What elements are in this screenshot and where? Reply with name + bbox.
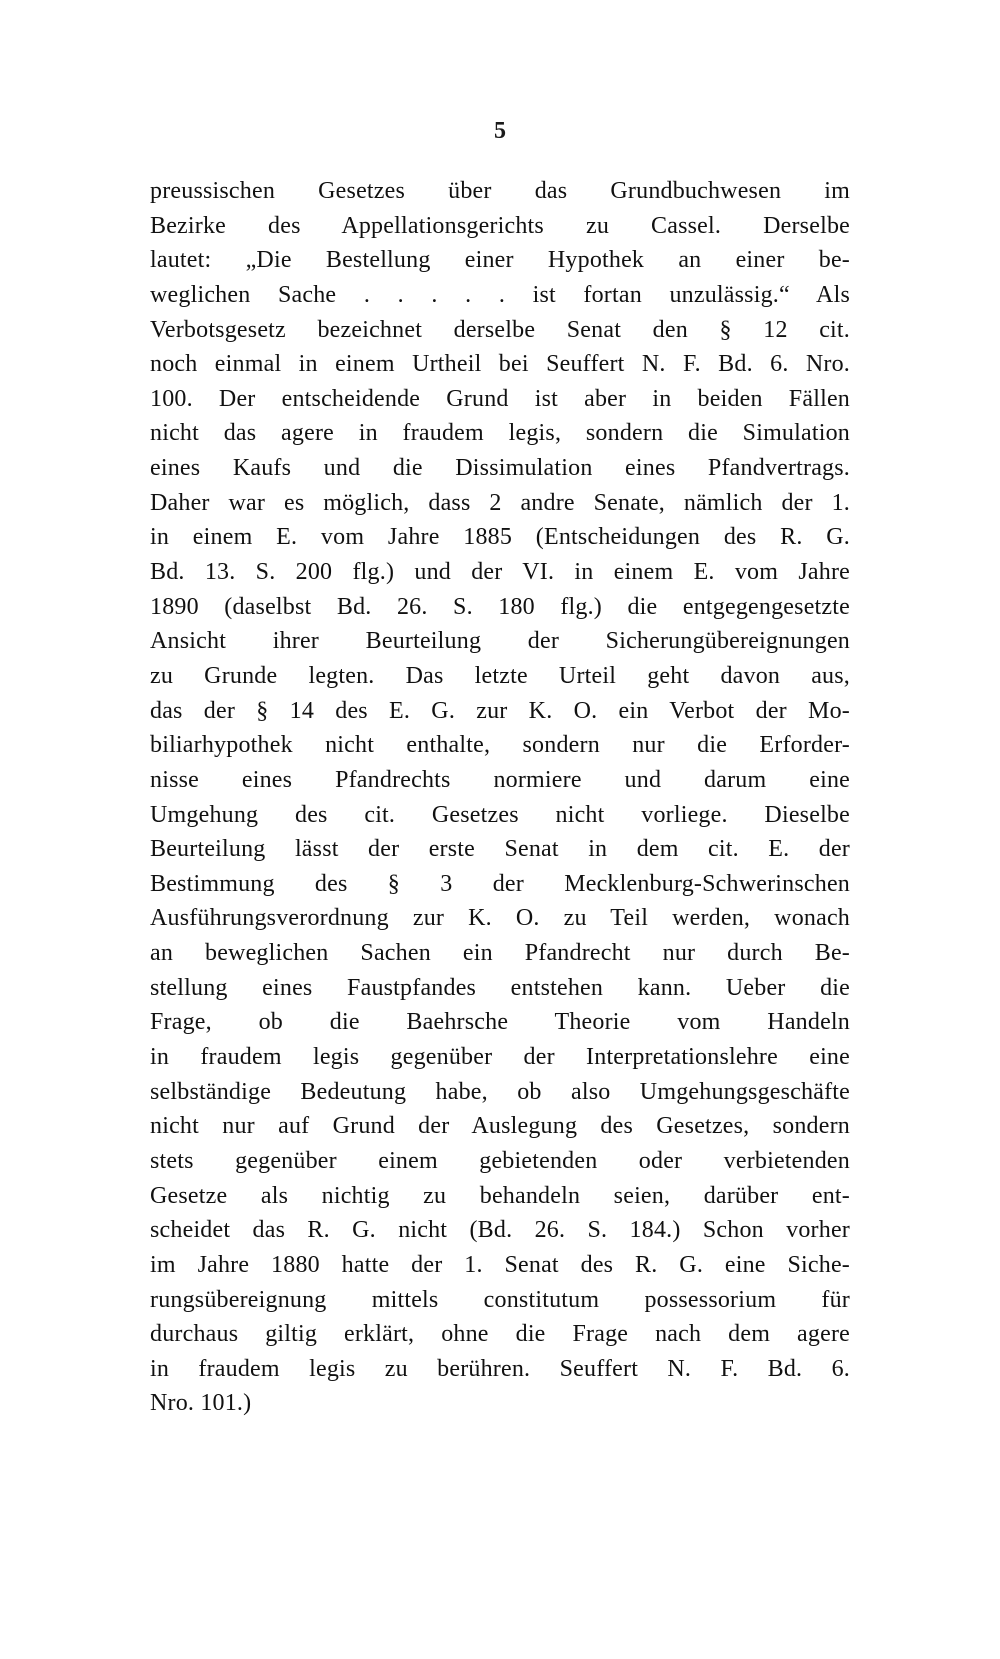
text-line: scheidet das R. G. nicht (Bd. 26. S. 184.) Schon vorher xyxy=(150,1217,850,1244)
text-line: nicht das agere in fraudem legis, sondern die Simulation xyxy=(150,420,850,447)
text-line: preussischen Gesetzes über das Grundbuchwesen im xyxy=(150,178,850,204)
text-line: nisse eines Pfandrechts normiere und darum eine xyxy=(150,766,850,793)
text-line: Frage, ob die Baehrsche Theorie vom Handeln xyxy=(150,1009,850,1036)
page-number: 5 xyxy=(494,118,506,144)
text-line: Bezirke des Appellationsgerichts zu Cassel. Derselbe xyxy=(150,212,850,239)
text-line: weglichen Sache . . . . . ist fortan unzulässig.“ Als xyxy=(150,281,850,308)
text-line: an beweglichen Sachen ein Pfandrecht nur durch Be- xyxy=(150,940,850,967)
text-line: 1890 (daselbst Bd. 26. S. 180 flg.) die entgegengesetzte xyxy=(150,593,850,620)
text-line: eines Kaufs und die Dissimulation eines Pfandvertrags. xyxy=(150,455,850,482)
body-text xyxy=(150,174,850,1421)
text-line: Daher war es möglich, dass 2 andre Senate, nämlich der 1. xyxy=(150,489,850,516)
text-line: Verbotsgesetz bezeichnet derselbe Senat den § 12 cit. xyxy=(150,316,850,343)
text-line: im Jahre 1880 hatte der 1. Senat des R. G. eine Siche- xyxy=(150,1251,850,1278)
text-line: 100. Der entscheidende Grund ist aber in beiden Fällen xyxy=(150,385,850,412)
text-line: Ausführungsverordnung zur K. O. zu Teil werden, wonach xyxy=(150,905,850,932)
text-line: Bestimmung des § 3 der Mecklenburg-Schwerinschen xyxy=(150,870,850,897)
text-line: Ansicht ihrer Beurteilung der Sicherungübereignungen xyxy=(150,628,850,655)
text-line: selbständige Bedeutung habe, ob also Umgehungsgeschäfte xyxy=(150,1078,850,1105)
text-line: biliarhypothek nicht enthalte, sondern nur die Erforder- xyxy=(150,732,850,759)
text-line: durchaus giltig erklärt, ohne die Frage nach dem agere xyxy=(150,1321,850,1348)
text-line: das der § 14 des E. G. zur K. O. ein Verbot der Mo- xyxy=(150,697,850,724)
text-line: rungsübereignung mittels constitutum possessorium für xyxy=(150,1286,850,1313)
text-line: in fraudem legis zu berühren. Seuffert N. F. Bd. 6. xyxy=(150,1355,850,1382)
text-line: Beurteilung lässt der erste Senat in dem cit. E. der xyxy=(150,836,850,863)
text-line: noch einmal in einem Urtheil bei Seuffert N. F. Bd. 6. Nro. xyxy=(150,351,850,378)
text-line: in einem E. vom Jahre 1885 (Entscheidungen des R. G. xyxy=(150,524,850,551)
text-line: stets gegenüber einem gebietenden oder verbietenden xyxy=(150,1147,850,1174)
text-line: Bd. 13. S. 200 flg.) und der VI. in einem E. vom Jahre xyxy=(150,559,850,586)
text-line: lautet: „Die Bestellung einer Hypothek an einer be- xyxy=(150,247,850,274)
text-line: Nro. 101.) xyxy=(150,1390,252,1417)
text-line: nicht nur auf Grund der Auslegung des Gesetzes, sondern xyxy=(150,1113,850,1140)
text-line: Umgehung des cit. Gesetzes nicht vorliege. Dieselbe xyxy=(150,801,850,828)
text-line: Gesetze als nichtig zu behandeln seien, darüber ent- xyxy=(150,1182,850,1209)
text-line: stellung eines Faustpfandes entstehen kann. Ueber die xyxy=(150,974,850,1001)
text-line: zu Grunde legten. Das letzte Urteil geht davon aus, xyxy=(150,662,850,689)
text-line: in fraudem legis gegenüber der Interpretationslehre eine xyxy=(150,1044,850,1071)
